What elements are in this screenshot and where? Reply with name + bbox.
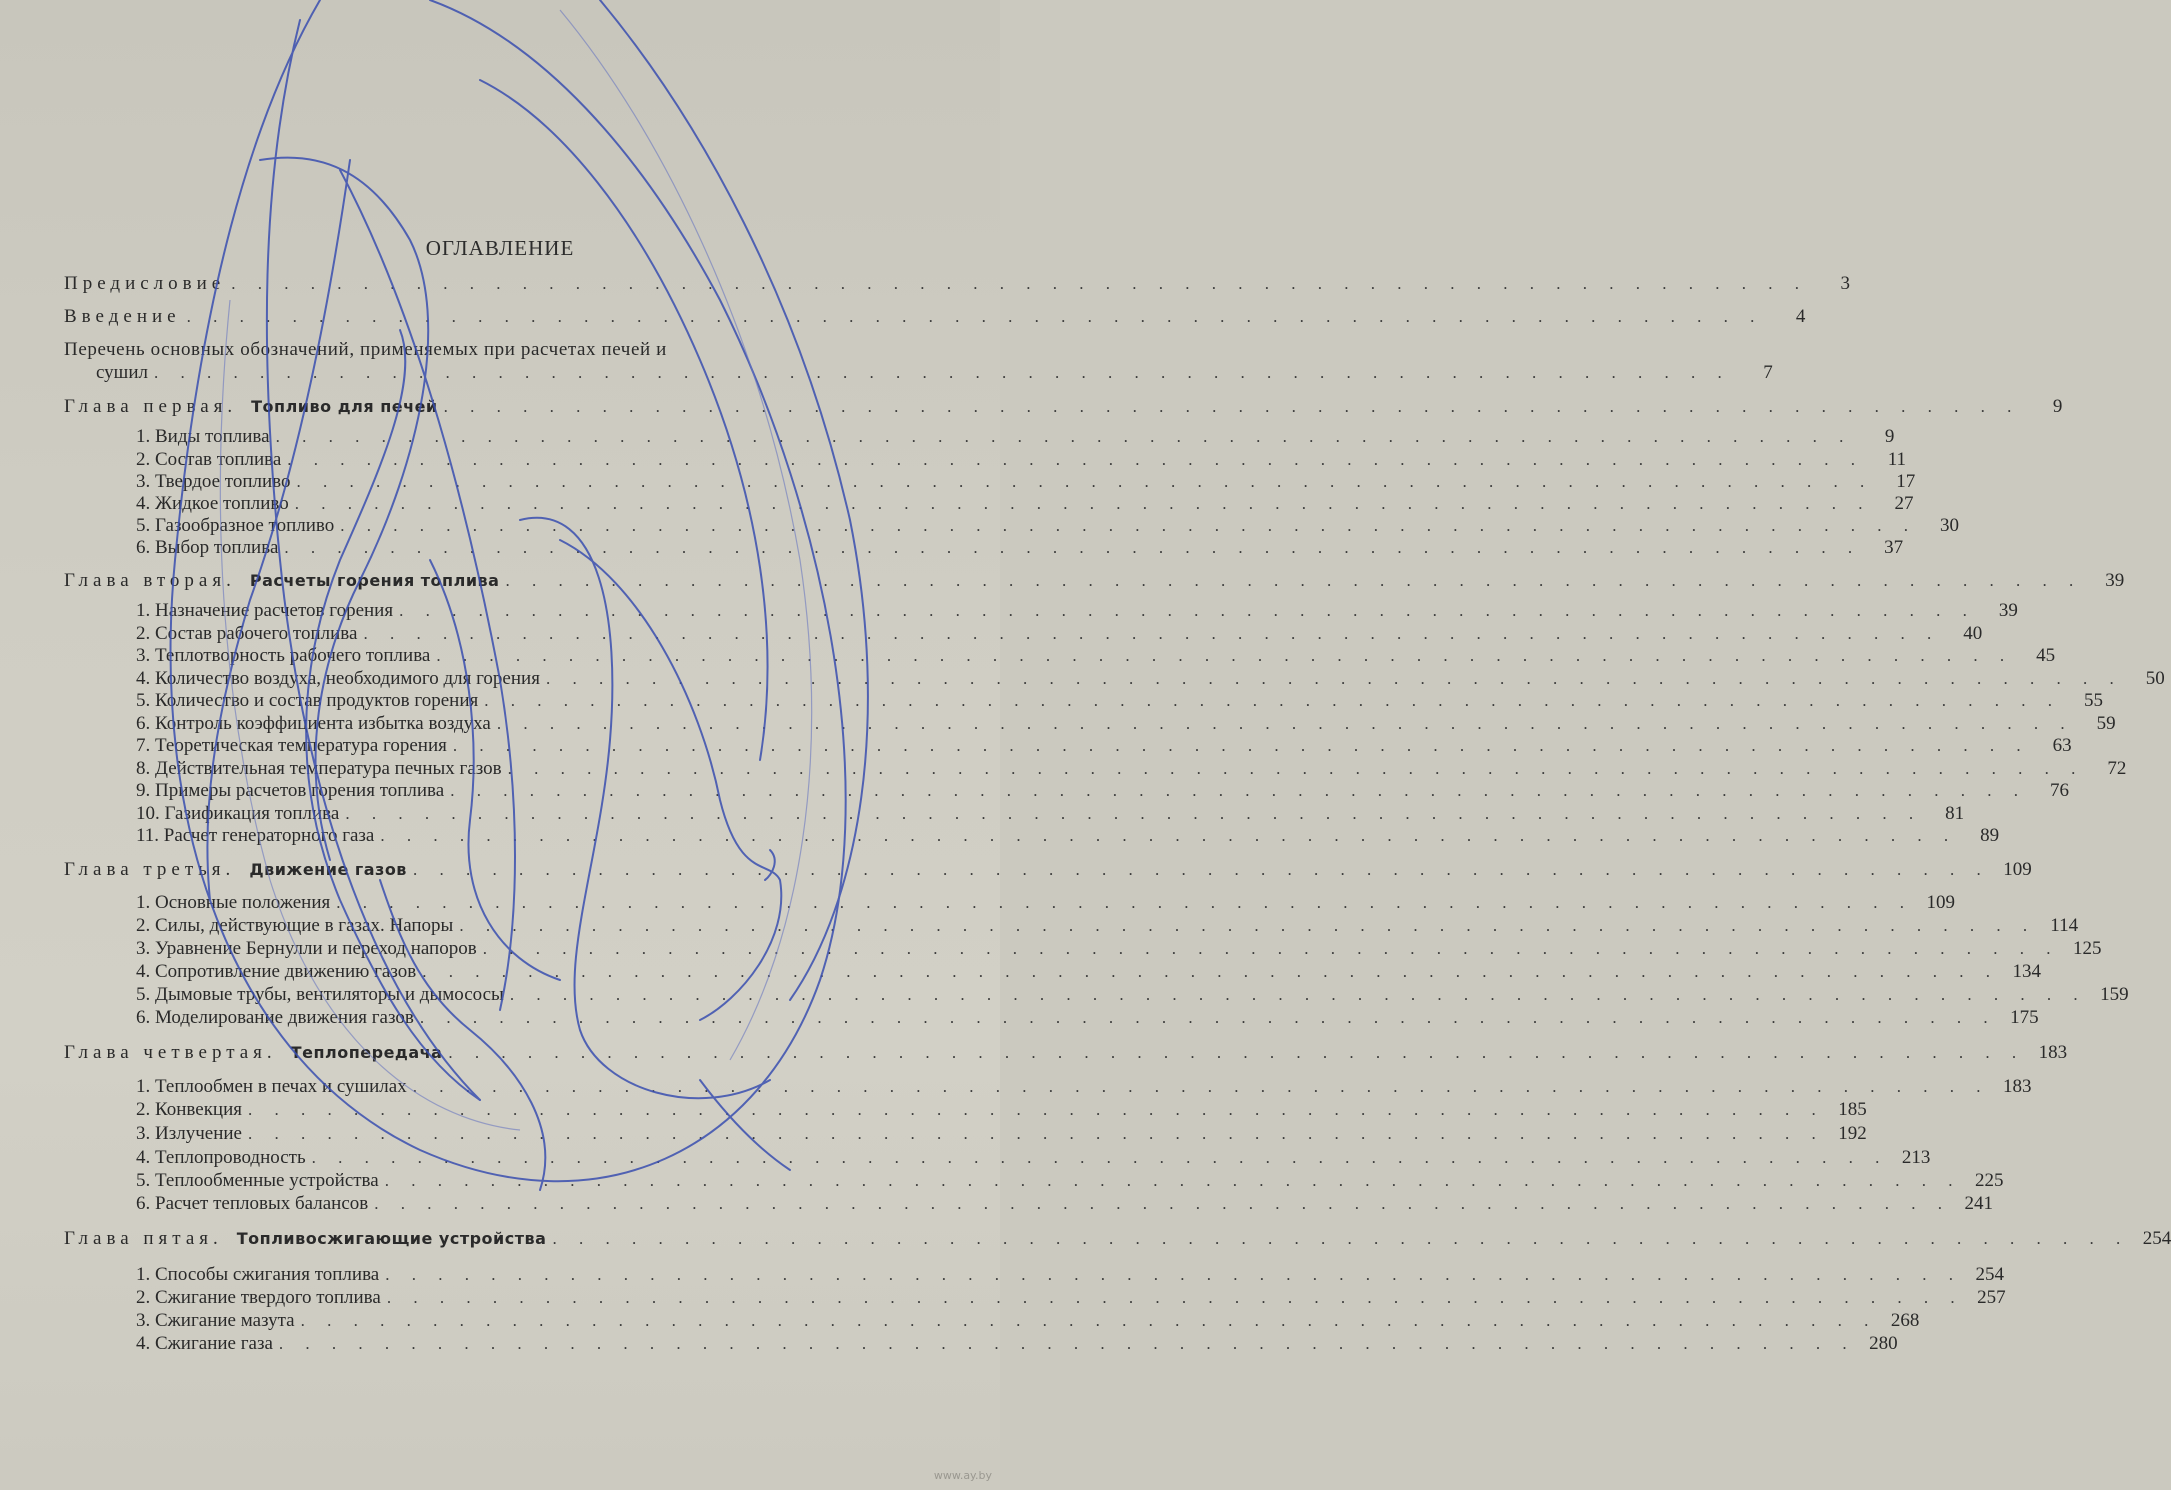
toc-entry xyxy=(136,825,2000,847)
toc-entry xyxy=(136,1076,2032,1098)
entry-label: 10. Газификация топлива xyxy=(136,803,340,824)
dot-leader: . . . . . . . . . . . . . . . . . . . . . . . . . . . . . . . . . . . . . . . . . . . . . . . . . . . . . . . . . . . . xyxy=(153,363,1731,382)
page-number: 225 xyxy=(1974,1170,2004,1191)
entry-label: 1. Виды топлива xyxy=(136,426,270,447)
entry-label: 6. Контроль коэффициента избытка воздуха xyxy=(136,713,491,734)
chapter-heading xyxy=(64,396,2063,418)
page-number: 27 xyxy=(1894,493,1914,514)
toc-entry xyxy=(136,984,2129,1006)
dot-leader: . . . . . . . . . . . . . . . . . . . . . . . . . . . . . . . . . . . . . . . . . . . . . . . . . . . . . . . . . . . . xyxy=(385,1265,1962,1284)
dot-leader: . . . . . . . . . . . . . . . . . . . . . . . . . . . . . . . . . . . . . . . . . . . . . . . . . . . . . . . . . . . . xyxy=(448,1043,2026,1062)
toc-entry xyxy=(136,758,2127,780)
page-number: 109 xyxy=(2003,859,2032,880)
dot-leader: . . . . . . . . . . . . . . . . . . . . . . . . . . . . . . . . . . . . . . . . . . . . . . . . . . . . . . . . . . . . xyxy=(275,427,1853,446)
toc-entry xyxy=(136,668,2165,690)
dot-leader: . . . . . . . . . . . . . . . . . . . . . . . . . . . . . . . . . . . . . . . . . . . . . . . . . . . . . . . . . . . . xyxy=(450,781,2027,800)
page-number: 213 xyxy=(1901,1147,1931,1168)
toc-entry xyxy=(136,1287,2006,1309)
toc-entry xyxy=(136,1333,1898,1355)
dot-leader: . . . . . . . . . . . . . . . . . . . . . . . . . . . . . . . . . . . . . . . . . . . . . . . . . . . . . . . . . . . . xyxy=(545,669,2123,688)
page-number: 192 xyxy=(1838,1123,1867,1144)
entry-label: 3. Теплотворность рабочего топлива xyxy=(136,645,431,666)
entry-label: 5. Дымовые трубы, вентиляторы и дымососы xyxy=(136,984,504,1005)
toc-entry xyxy=(136,735,2072,757)
entry-label: 4. Количество воздуха, необходимого для горения xyxy=(136,668,540,689)
entry-label: 5. Теплообменные устройства xyxy=(136,1170,379,1191)
toc-entry xyxy=(136,426,1895,448)
toc-entry xyxy=(136,493,1914,515)
dot-leader: . . . . . . . . . . . . . . . . . . . . . . . . . . . . . . . . . . . . . . . . . . . . . . . . . . . . . . . . . . . . xyxy=(507,759,2085,778)
entry-label: 5. Газообразное топливо xyxy=(136,515,335,536)
dot-leader: . . . . . . . . . . . . . . . . . . . . . . . . . . . . . . . . . . . . . . . . . . . . . . . . . . . . . . . . . . . . xyxy=(419,1008,1997,1027)
dot-leader: . . . . . . . . . . . . . . . . . . . . . . . . . . . . . . . . . . . . . . . . . . . . . . . . . . . . . . . . . . . . xyxy=(482,939,2060,958)
toc-entry xyxy=(136,1007,2039,1029)
toc-entry-preface xyxy=(64,273,1850,295)
dot-leader: . . . . . . . . . . . . . . . . . . . . . . . . . . . . . . . . . . . . . . . . . . . . . . . . . . . . . . . . . . . . xyxy=(287,450,1865,469)
chapter-title: Расчеты горения топлива xyxy=(249,571,500,590)
page-number: 185 xyxy=(1838,1099,1867,1120)
entry-label: 9. Примеры расчетов горения топлива xyxy=(136,780,445,801)
dot-leader: . . . . . . . . . . . . . . . . . . . . . . . . . . . . . . . . . . . . . . . . . . . . . . . . . . . . . . . . . . . . xyxy=(231,274,1808,293)
page-number: 114 xyxy=(2050,915,2079,936)
toc-entry xyxy=(136,1264,2004,1286)
dot-leader: . . . . . . . . . . . . . . . . . . . . . . . . . . . . . . . . . . . . . . . . . . . . . . . . . . . . . . . . . . . . xyxy=(452,736,2030,755)
page-number: 37 xyxy=(1884,537,1904,558)
dot-leader: . . . . . . . . . . . . . . . . . . . . . . . . . . . . . . . . . . . . . . . . . . . . . . . . . . . . . . . . . . . . xyxy=(509,985,2087,1004)
entry-label: 3. Излучение xyxy=(136,1123,242,1144)
entry-label: 1. Назначение расчетов горения xyxy=(136,600,394,621)
page-number: 159 xyxy=(2100,984,2129,1005)
page-number: 254 xyxy=(1975,1264,2004,1285)
toc-entry xyxy=(136,645,2056,667)
dot-leader: . . . . . . . . . . . . . . . . . . . . . . . . . . . . . . . . . . . . . . . . . . . . . . . . . . . . . . . . . . . . xyxy=(459,916,2037,935)
page-number: 280 xyxy=(1869,1333,1898,1354)
page-number: 59 xyxy=(2096,713,2116,734)
page-number: 134 xyxy=(2012,961,2041,982)
page-number: 39 xyxy=(1998,600,2018,621)
dot-leader: . . . . . . . . . . . . . . . . . . . . . . . . . . . . . . . . . . . . . . . . . . . . . . . . . . . . . . . . . . . . xyxy=(300,1311,1878,1330)
entry-label: Введение xyxy=(64,306,181,327)
toc-entry xyxy=(136,803,1965,825)
dot-leader: . . . . . . . . . . . . . . . . . . . . . . . . . . . . . . . . . . . . . . . . . . . . . . . . . . . . . . . . . . . . xyxy=(248,1100,1825,1119)
toc-entry xyxy=(136,938,2102,960)
chapter-title: Теплопередача xyxy=(290,1043,443,1062)
entry-label: 6. Выбор топлива xyxy=(136,537,279,558)
page-number: 4 xyxy=(1795,306,1806,327)
dot-leader: . . . . . . . . . . . . . . . . . . . . . . . . . . . . . . . . . . . . . . . . . . . . . . . . . . . . . . . . . . . . xyxy=(496,714,2074,733)
chapter-prefix: Глава пятая. xyxy=(64,1228,223,1249)
dot-leader: . . . . . . . . . . . . . . . . . . . . . . . . . . . . . . . . . . . . . . . . . . . . . . . . . . . . . . . . . . . . xyxy=(247,1124,1825,1143)
chapter-prefix: Глава четвертая. xyxy=(64,1042,277,1063)
page-number: 30 xyxy=(1940,515,1959,536)
page-number: 183 xyxy=(2038,1042,2068,1063)
page-number: 45 xyxy=(2036,645,2056,666)
dot-leader: . . . . . . . . . . . . . . . . . . . . . . . . . . . . . . . . . . . . . . . . . . . . . . . . . . . . . . . . . . . . xyxy=(363,624,1941,643)
page-number: 254 xyxy=(2142,1228,2171,1249)
toc-heading: ОГЛАВЛЕНИЕ xyxy=(425,236,575,260)
entry-label: 2. Сжигание твердого топлива xyxy=(136,1287,381,1308)
page-number: 175 xyxy=(2010,1007,2039,1028)
dot-leader: . . . . . . . . . . . . . . . . . . . . . . . . . . . . . . . . . . . . . . . . . . . . . . . . . . . . . . . . . . . . xyxy=(412,1077,1990,1096)
toc-entry xyxy=(136,623,1983,645)
page-number: 55 xyxy=(2083,690,2103,711)
toc-entry xyxy=(136,1123,1867,1145)
entry-label: 4. Теплопроводность xyxy=(136,1147,306,1168)
toc-entry xyxy=(136,600,2018,622)
toc-entry xyxy=(136,1147,1931,1169)
page-number: 76 xyxy=(2049,780,2069,801)
chapter-prefix: Глава третья. xyxy=(64,859,236,880)
chapter-heading xyxy=(64,570,2125,592)
toc-entry xyxy=(136,1099,1867,1121)
page-number: 63 xyxy=(2052,735,2072,756)
chapter-title: Топливо для печей xyxy=(251,397,438,416)
toc-entry xyxy=(136,915,2079,937)
dot-leader: . . . . . . . . . . . . . . . . . . . . . . . . . . . . . . . . . . . . . . . . . . . . . . . . . . . . . . . . . . . . xyxy=(374,1194,1951,1213)
toc-entry xyxy=(136,780,2069,802)
notation-entry-line1: Перечень основных обозначений, применяемых при расчетах печей и xyxy=(64,339,667,360)
page-number: 268 xyxy=(1890,1310,1920,1331)
dot-leader: . . . . . . . . . . . . . . . . . . . . . . . . . . . . . . . . . . . . . . . . . . . . . . . . . . . . . . . . . . . . xyxy=(186,307,1764,326)
dot-leader: . . . . . . . . . . . . . . . . . . . . . . . . . . . . . . . . . . . . . . . . . . . . . . . . . . . . . . . . . . . . xyxy=(284,538,1862,557)
toc-entry-notation xyxy=(96,362,1773,384)
entry-label: 3. Уравнение Бернулли и переход напоров xyxy=(136,938,477,959)
toc-entry xyxy=(136,961,2041,983)
page-number: 241 xyxy=(1964,1193,1993,1214)
page-number: 72 xyxy=(2107,758,2127,779)
toc-entry xyxy=(136,515,1959,537)
entry-label: 4. Сжигание газа xyxy=(136,1333,273,1354)
toc-entry xyxy=(136,1193,1993,1215)
dot-leader: . . . . . . . . . . . . . . . . . . . . . . . . . . . . . . . . . . . . . . . . . . . . . . . . . . . . . . . . . . . . xyxy=(399,601,1976,620)
dot-leader: . . . . . . . . . . . . . . . . . . . . . . . . . . . . . . . . . . . . . . . . . . . . . . . . . . . . . . . . . . . . xyxy=(436,646,2014,665)
entry-label: 1. Теплообмен в печах и сушилах xyxy=(136,1076,407,1097)
page-number: 125 xyxy=(2072,938,2102,959)
entry-label: 6. Моделирование движения газов xyxy=(136,1007,414,1028)
dot-leader: . . . . . . . . . . . . . . . . . . . . . . . . . . . . . . . . . . . . . . . . . . . . . . . . . . . . . . . . . . . . xyxy=(336,893,1913,912)
page-number: 11 xyxy=(1887,449,1907,470)
page-number: 89 xyxy=(1980,825,2000,846)
toc-entry xyxy=(136,713,2116,735)
page-number: 50 xyxy=(2145,668,2165,689)
entry-label: 1. Основные положения xyxy=(136,892,331,913)
page-number: 40 xyxy=(1963,623,1983,644)
entry-label: Предисловие xyxy=(64,273,226,294)
entry-label: 3. Твердое топливо xyxy=(136,471,291,492)
dot-leader: . . . . . . . . . . . . . . . . . . . . . . . . . . . . . . . . . . . . . . . . . . . . . . . . . . . . . . . . . . . . xyxy=(345,804,1923,823)
entry-label: 6. Расчет тепловых балансов xyxy=(136,1193,369,1214)
entry-label: 3. Сжигание мазута xyxy=(136,1310,295,1331)
entry-label: 5. Количество и состав продуктов горения xyxy=(136,690,479,711)
dot-leader: . . . . . . . . . . . . . . . . . . . . . . . . . . . . . . . . . . . . . . . . . . . . . . . . . . . . . . . . . . . . xyxy=(380,826,1958,845)
toc-entry xyxy=(136,1170,2004,1192)
dot-leader: . . . . . . . . . . . . . . . . . . . . . . . . . . . . . . . . . . . . . . . . . . . . . . . . . . . . . . . . . . . . xyxy=(340,516,1917,535)
entry-label: 7. Теоретическая температура горения xyxy=(136,735,447,756)
chapter-heading xyxy=(64,859,2032,881)
dot-leader: . . . . . . . . . . . . . . . . . . . . . . . . . . . . . . . . . . . . . . . . . . . . . . . . . . . . . . . . . . . . xyxy=(386,1288,1964,1307)
watermark: www.ay.by xyxy=(933,1469,992,1482)
page-number: 109 xyxy=(1926,892,1955,913)
page-number: 183 xyxy=(2002,1076,2032,1097)
dot-leader: . . . . . . . . . . . . . . . . . . . . . . . . . . . . . . . . . . . . . . . . . . . . . . . . . . . . . . . . . . . . xyxy=(296,472,1874,491)
entry-label: 8. Действительная температура печных газов xyxy=(136,758,502,779)
dot-leader: . . . . . . . . . . . . . . . . . . . . . . . . . . . . . . . . . . . . . . . . . . . . . . . . . . . . . . . . . . . . xyxy=(443,397,2021,416)
page-number: 39 xyxy=(2105,570,2125,591)
dot-leader: . . . . . . . . . . . . . . . . . . . . . . . . . . . . . . . . . . . . . . . . . . . . . . . . . . . . . . . . . . . . xyxy=(384,1171,1962,1190)
chapter-title: Топливосжигающие устройства xyxy=(236,1229,547,1248)
toc-entry xyxy=(136,537,1904,559)
page-number: 9 xyxy=(2052,396,2063,417)
chapter-title: Движение газов xyxy=(249,860,407,879)
dot-leader: . . . . . . . . . . . . . . . . . . . . . . . . . . . . . . . . . . . . . . . . . . . . . . . . . . . . . . . . . . . . xyxy=(412,860,1990,879)
dot-leader: . . . . . . . . . . . . . . . . . . . . . . . . . . . . . . . . . . . . . . . . . . . . . . . . . . . . . . . . . . . . xyxy=(552,1229,2130,1248)
chapter-heading xyxy=(64,1228,2171,1250)
page-number: 81 xyxy=(1945,803,1965,824)
toc-entry xyxy=(136,892,1955,914)
page-number: 9 xyxy=(1884,426,1895,447)
toc-entry xyxy=(136,471,1916,493)
page-number: 257 xyxy=(1977,1287,2006,1308)
dot-leader: . . . . . . . . . . . . . . . . . . . . . . . . . . . . . . . . . . . . . . . . . . . . . . . . . . . . . . . . . . . . xyxy=(278,1334,1856,1353)
entry-label: сушил xyxy=(96,362,148,383)
entry-label: 2. Состав топлива xyxy=(136,449,282,470)
dot-leader: . . . . . . . . . . . . . . . . . . . . . . . . . . . . . . . . . . . . . . . . . . . . . . . . . . . . . . . . . . . . xyxy=(422,962,1999,981)
toc-entry xyxy=(136,449,1907,471)
chapter-prefix: Глава вторая. xyxy=(64,570,236,591)
entry-label: 2. Конвекция xyxy=(136,1099,242,1120)
entry-label: 4. Сопротивление движению газов xyxy=(136,961,417,982)
page-number: 7 xyxy=(1763,362,1773,383)
page-number: 3 xyxy=(1840,273,1850,294)
dot-leader: . . . . . . . . . . . . . . . . . . . . . . . . . . . . . . . . . . . . . . . . . . . . . . . . . . . . . . . . . . . . xyxy=(505,571,2083,590)
toc-entry-introduction xyxy=(64,306,1806,328)
entry-label: 2. Силы, действующие в газах. Напоры xyxy=(136,915,454,936)
page-number: 17 xyxy=(1896,471,1916,492)
chapter-heading xyxy=(64,1042,2068,1064)
dot-leader: . . . . . . . . . . . . . . . . . . . . . . . . . . . . . . . . . . . . . . . . . . . . . . . . . . . . . . . . . . . . xyxy=(294,494,1872,513)
entry-label: 4. Жидкое топливо xyxy=(136,493,289,514)
dot-leader: . . . . . . . . . . . . . . . . . . . . . . . . . . . . . . . . . . . . . . . . . . . . . . . . . . . . . . . . . . . . xyxy=(311,1148,1889,1167)
entry-label: 1. Способы сжигания топлива xyxy=(136,1264,380,1285)
toc-entry xyxy=(136,690,2103,712)
entry-label: 2. Состав рабочего топлива xyxy=(136,623,358,644)
toc-entry xyxy=(136,1310,1920,1332)
chapter-prefix: Глава первая. xyxy=(64,396,238,417)
dot-leader: . . . . . . . . . . . . . . . . . . . . . . . . . . . . . . . . . . . . . . . . . . . . . . . . . . . . . . . . . . . . xyxy=(484,691,2061,710)
entry-label: 11. Расчет генераторного газа xyxy=(136,825,375,846)
